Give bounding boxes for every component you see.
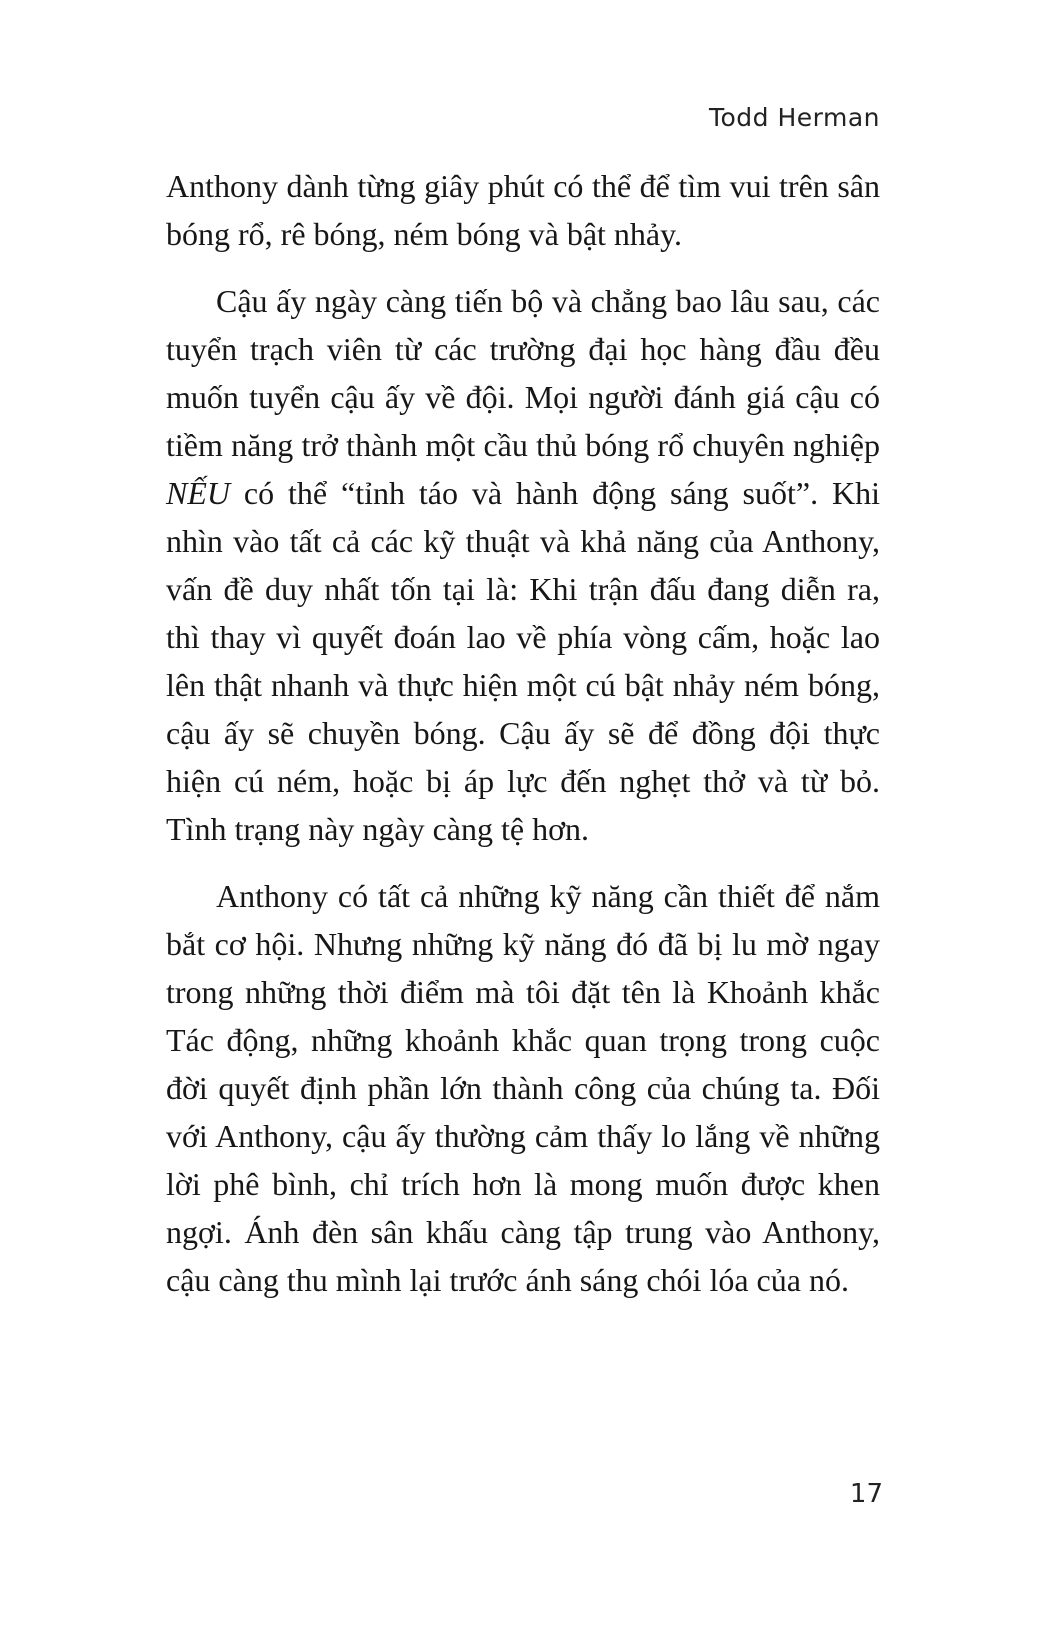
page-number: 17 xyxy=(849,1479,883,1509)
running-header-author: Todd Herman xyxy=(708,103,880,132)
paragraph-2-text-after: có thể “tỉnh táo và hành động sáng suốt”. Khi nhìn vào tất cả các kỹ thuật và khả năng của Anthony, vấn đề duy nhất tốn tại là: Khi trận đấu đang diễn ra, thì thay vì quyết đoán lao về phía vòng cấm, hoặc lao lên thật nhanh và thực hiện một cú bật nhảy ném bóng, cậu ấy sẽ chuyền bóng. Cậu ấy sẽ để đồng đội thực hiện cú ném, hoặc bị áp lực đến nghẹt thở và từ bỏ. Tình trạng này ngày càng tệ hơn. xyxy=(166,475,880,847)
paragraph-2 xyxy=(166,277,880,853)
paragraph-1-continuation: Anthony dành từng giây phút có thể để tìm vui trên sân bóng rổ, rê bóng, ném bóng và bật nhảy. xyxy=(166,168,880,252)
paragraph-3: Anthony có tất cả những kỹ năng cần thiết để nắm bắt cơ hội. Nhưng những kỹ năng đó đã bị lu mờ ngay trong những thời điểm mà tôi đặt tên là Khoảnh khắc Tác động, những khoảnh khắc quan trọng trong cuộc đời quyết định phần lớn thành công của chúng ta. Đối với Anthony, cậu ấy thường cảm thấy lo lắng về những lời phê bình, chỉ trích hơn là mong muốn được khen ngợi. Ánh đèn sân khấu càng tập trung vào Anthony, cậu càng thu mình lại trước ánh sáng chói lóa của nó. xyxy=(166,878,880,1298)
page-body-text xyxy=(166,162,880,1323)
paragraph-2-text-before: Cậu ấy ngày càng tiến bộ và chẳng bao lâu sau, các tuyển trạch viên từ các trường đại học hàng đầu đều muốn tuyển cậu ấy về đội. Mọi người đánh giá cậu có tiềm năng trở thành một cầu thủ bóng rổ chuyên nghiệp xyxy=(166,283,880,463)
paragraph-2-emphasis-neu: NẾU xyxy=(166,475,230,511)
